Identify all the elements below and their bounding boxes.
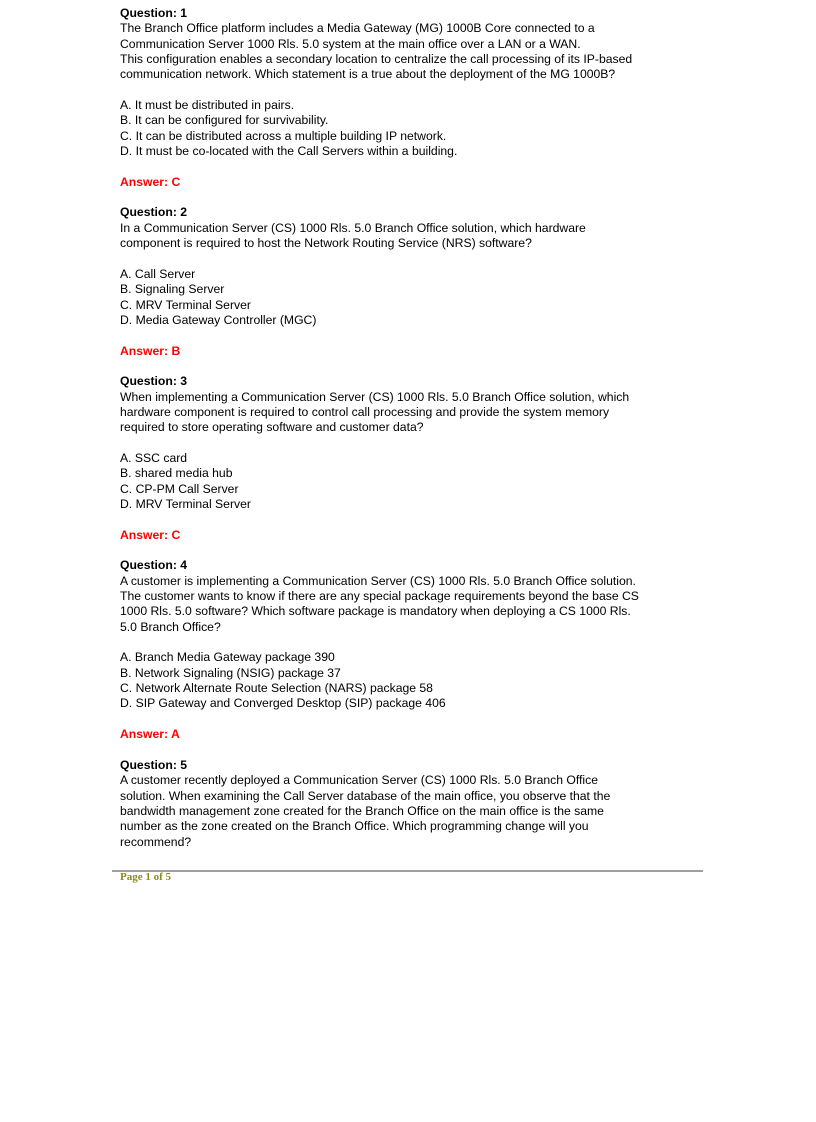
answer-option: A. Branch Media Gateway package 390 bbox=[120, 650, 335, 665]
answer-option: A. SSC card bbox=[120, 450, 188, 465]
question-block bbox=[120, 758, 695, 850]
question-text-line: bandwidth management zone created for the Branch Office on the main office is the same bbox=[120, 803, 604, 818]
correct-answer: Answer: C bbox=[120, 174, 181, 189]
question-heading: Question: 2 bbox=[120, 205, 188, 220]
question-text-line: 1000 Rls. 5.0 software? Which software package is mandatory when deploying a CS 1000 Rls. bbox=[120, 604, 631, 619]
footer-divider bbox=[112, 870, 703, 872]
document-body bbox=[120, 6, 695, 850]
answer-option: D. MRV Terminal Server bbox=[120, 497, 251, 511]
question-text-line: required to store operating software and customer data? bbox=[120, 420, 424, 435]
answer-option: B. Signaling Server bbox=[120, 282, 225, 297]
question-text-line: The customer wants to know if there are any special package requirements beyond the base CS bbox=[120, 589, 639, 604]
answer-option: D. Media Gateway Controller (MGC) bbox=[120, 312, 317, 327]
question-text-line: Communication Server 1000 Rls. 5.0 system at the main office over a LAN or a WAN. bbox=[120, 36, 581, 51]
question-block bbox=[120, 6, 695, 205]
question-text-line: 5.0 Branch Office? bbox=[120, 619, 221, 634]
correct-answer: Answer: B bbox=[120, 343, 181, 358]
question-block bbox=[120, 374, 695, 558]
answer-option: C. MRV Terminal Server bbox=[120, 297, 251, 312]
answer-option: A. Call Server bbox=[120, 266, 196, 281]
question-text-line: number as the zone created on the Branch Office. Which programming change will you bbox=[120, 819, 589, 834]
question-text-line: communication network. Which statement is a true about the deployment of the MG 1000B? bbox=[120, 67, 616, 82]
question-text-line: recommend? bbox=[120, 834, 192, 849]
question-text-line: When implementing a Communication Server (CS) 1000 Rls. 5.0 Branch Office solution, which bbox=[120, 389, 630, 404]
question-text-line: solution. When examining the Call Server database of the main office, you observe that the bbox=[120, 788, 611, 803]
question-text-line: component is required to host the Network Routing Service (NRS) software? bbox=[120, 236, 532, 251]
question-heading: Question: 5 bbox=[120, 757, 188, 772]
answer-option: A. It must be distributed in pairs. bbox=[120, 98, 295, 113]
question-heading: Question: 3 bbox=[120, 374, 188, 389]
answer-option: B. Network Signaling (NSIG) package 37 bbox=[120, 665, 341, 680]
question-heading: Question: 1 bbox=[120, 6, 188, 20]
question-heading: Question: 4 bbox=[120, 558, 188, 573]
correct-answer: Answer: A bbox=[120, 727, 180, 742]
page-number: Page 1 of 5 bbox=[120, 871, 172, 883]
answer-option: B. It can be configured for survivability. bbox=[120, 113, 329, 128]
question-text-line: This configuration enables a secondary location to centralize the call processing of its IP-based bbox=[120, 52, 633, 67]
question-text-line: The Branch Office platform includes a Media Gateway (MG) 1000B Core connected to a bbox=[120, 21, 595, 36]
question-text-line: A customer is implementing a Communication Server (CS) 1000 Rls. 5.0 Branch Office solution. bbox=[120, 573, 636, 588]
question-text-line: hardware component is required to control call processing and provide the system memory bbox=[120, 404, 610, 419]
question-text-line: A customer recently deployed a Communication Server (CS) 1000 Rls. 5.0 Branch Office bbox=[120, 773, 599, 788]
answer-option: D. It must be co-located with the Call Servers within a building. bbox=[120, 144, 458, 159]
question-block bbox=[120, 558, 695, 757]
question-text-line: In a Communication Server (CS) 1000 Rls. 5.0 Branch Office solution, which hardware bbox=[120, 220, 586, 235]
answer-option: B. shared media hub bbox=[120, 466, 233, 481]
correct-answer: Answer: C bbox=[120, 527, 181, 542]
question-block bbox=[120, 205, 695, 374]
answer-option: D. SIP Gateway and Converged Desktop (SIP) package 406 bbox=[120, 696, 446, 711]
answer-option: C. It can be distributed across a multiple building IP network. bbox=[120, 128, 447, 143]
answer-option: C. CP-PM Call Server bbox=[120, 481, 239, 496]
answer-option: C. Network Alternate Route Selection (NARS) package 58 bbox=[120, 681, 433, 696]
